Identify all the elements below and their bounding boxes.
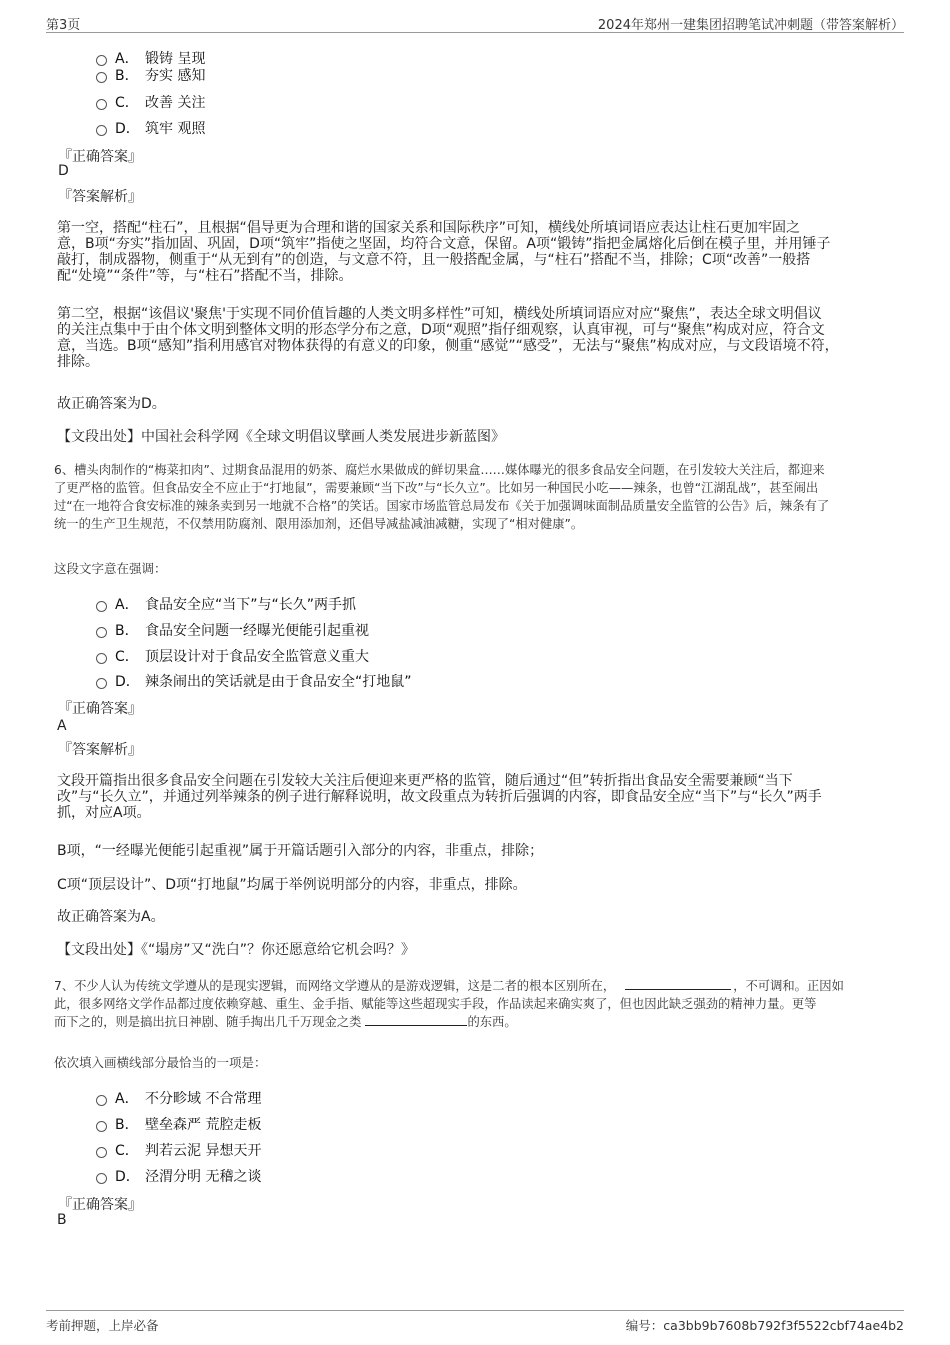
q6-conclusion: 故正确答案为A。: [57, 909, 165, 925]
radio-icon[interactable]: [96, 627, 107, 638]
q6-analysis-paragraph-2: B项，“一经曝光便能引起重视”属于开篇话题引入部分的内容，非重点，排除；: [57, 843, 544, 859]
radio-icon[interactable]: [96, 1095, 107, 1106]
q7-option-b[interactable]: B． 壁垒森严 荒腔走板: [96, 1114, 261, 1134]
q6-analysis-paragraph-3: C项“顶层设计”、D项“打地鼠”均属于举例说明部分的内容，非重点，排除。: [57, 877, 527, 893]
q6-option-b[interactable]: B． 食品安全问题一经曝光便能引起重视: [96, 620, 369, 640]
q7-option-a[interactable]: A． 不分畛域 不合常理: [96, 1088, 261, 1108]
q5-analysis-label: 『答案解析』: [58, 189, 142, 205]
radio-icon[interactable]: [96, 601, 107, 612]
radio-icon[interactable]: [96, 678, 107, 689]
q5-analysis-paragraph-1: 第一空，搭配“柱石”，且根据“倡导更为合理和谐的国家关系和国际秩序”可知，横线处所填词语应表达让柱石更加牢固之 意，B项“夯实”指加固、巩固，D项“筑牢”指使之坚固，均符合文意，保留。A项“锻铸”指把金属熔化后倒在模子里，并用锤子 敲打，制成器物，侧重于“从无到有”的创造，与文意不符，且一般搭配金属，与“柱石”搭配不当，排除；C项“改善”一般搭 配“处境”“条件”等，与“柱石”搭配不当，排除。: [57, 220, 831, 284]
fill-blank-1[interactable]: [625, 977, 731, 990]
q7-answer: B: [57, 1212, 67, 1228]
q5-source: 【文段出处】中国社会科学网《全球文明倡议擘画人类发展进步新蓝图》: [57, 429, 505, 445]
q6-analysis-label: 『答案解析』: [58, 742, 142, 758]
radio-icon[interactable]: [96, 125, 107, 136]
document-code: 编号：ca3bb9b7608b792f3f5522cbf74ae4b2: [625, 1318, 904, 1333]
q7-option-c[interactable]: C． 判若云泥 异想天开: [96, 1140, 261, 1160]
q7-option-d[interactable]: D． 泾渭分明 无稽之谈: [96, 1166, 261, 1186]
radio-icon[interactable]: [96, 653, 107, 664]
q6-source: 【文段出处】《“塌房”又“洗白”？你还愿意给它机会吗？》: [57, 942, 416, 958]
q7-answer-label: 『正确答案』: [58, 1197, 142, 1213]
radio-icon[interactable]: [96, 72, 107, 83]
fill-blank-2[interactable]: [365, 1013, 467, 1026]
q6-prompt: 这段文字意在强调：: [54, 561, 167, 576]
radio-icon[interactable]: [96, 99, 107, 110]
q6-option-c[interactable]: C． 顶层设计对于食品安全监管意义重大: [96, 646, 369, 666]
q6-answer-label: 『正确答案』: [58, 701, 142, 717]
q7-prompt: 依次填入画横线部分最恰当的一项是：: [54, 1055, 267, 1070]
q6-option-a[interactable]: A． 食品安全应“当下”与“长久”两手抓: [96, 594, 356, 614]
q6-analysis-paragraph-1: 文段开篇指出很多食品安全问题在引发较大关注后便迎来更严格的监管，随后通过“但”转折指出食品安全需要兼顾“当下 改”与“长久立”，并通过列举辣条的例子进行解释说明，故文段重点为转折后强调的内容，即食品安全应“当下”与“长久”两手 抓，对应A项。: [57, 773, 822, 821]
document-title: 2024年郑州一建集团招聘笔试冲刺题（带答案解析）: [597, 18, 904, 33]
q5-option-c[interactable]: C． 改善 关注: [96, 92, 205, 112]
q5-conclusion: 故正确答案为D。: [57, 396, 166, 412]
q6-option-d[interactable]: D． 辣条闹出的笑话就是由于食品安全“打地鼠”: [96, 671, 412, 691]
radio-icon[interactable]: [96, 1173, 107, 1184]
q5-option-a[interactable]: A． 锻铸 呈现: [96, 48, 205, 68]
q5-analysis-paragraph-2: 第二空，根据“该倡议'聚焦'于实现不同价值旨趣的人类文明多样性”可知，横线处所填词语应对应“聚焦”，表达全球文明倡议 的关注点集中于由个体文明到整体文明的形态学分布之意，D项“观照”指仔细观察，认真审视，可与“聚焦”构成对应，符合文 意，当选。B项“感知”指利用感官对物体获得的有意义的印象，侧重“感觉”“感受”，无法与“聚焦”构成对应，与文段语境不符， 排除。: [57, 306, 839, 370]
q5-answer: D: [58, 163, 69, 179]
page-footer: [46, 1310, 904, 1337]
q7-stem: 7、不少人认为传统文学遵从的是现实逻辑，而网络文学遵从的是游戏逻辑，这是二者的根本区别所在， ，不可调和。正因如 此，很多网络文学作品都过度依赖穿越、重生、金手指、赋能等这些超现实手段，作品读起来确实爽了，但也因此缺乏强劲的精神力量。更等 而下之的，则是搞出抗日神剧、随手掏出几千万现金之类 的东西。: [54, 979, 844, 1029]
q6-answer: A: [57, 718, 67, 734]
q5-answer-label: 『正确答案』: [58, 149, 142, 165]
q6-stem: 6、槽头肉制作的“梅菜扣肉”、过期食品混用的奶茶、腐烂水果做成的鲜切果盒……媒体曝光的很多食品安全问题，在引发较大关注后，都迎来 了更严格的监管。但食品安全不应止于“打地鼠”，需要兼顾“当下改”与“长久立”。比如另一种国民小吃——辣条，也曾“江湖乱战”，甚至闹出 过“在一地符合食安标准的辣条卖到另一地就不合格”的笑话。国家市场监管总局发布《关于加强调味面制品质量安全监管的公告》后，辣条有了 统一的生产卫生规范，不仅禁用防腐剂、限用添加剂，还倡导减盐减油减糖，实现了“相对健康”。: [54, 463, 830, 531]
q5-option-d[interactable]: D． 筑牢 观照: [96, 118, 205, 138]
page-header: [46, 10, 904, 33]
footer-slogan: 考前押题，上岸必备: [46, 1318, 159, 1333]
radio-icon[interactable]: [96, 1147, 107, 1158]
page-number: 第3页: [46, 18, 81, 33]
radio-icon[interactable]: [96, 1121, 107, 1132]
q5-option-b[interactable]: B． 夯实 感知: [96, 65, 205, 85]
